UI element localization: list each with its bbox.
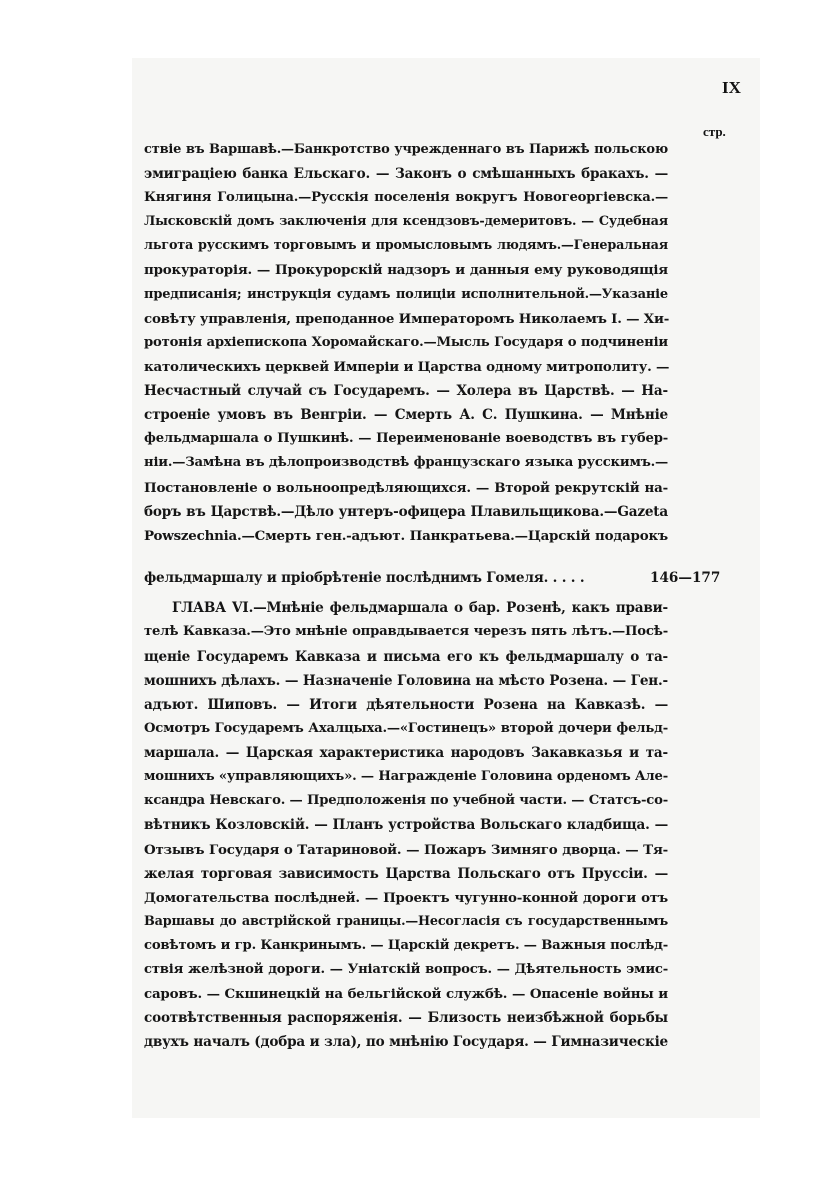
text-line: мошнихъ «управляющихъ». — Награжденіе Головина орденомъ Але- (144, 769, 668, 784)
text-line: предписанія; инструкція судамъ полиціи исполнительной.—Указаніе (144, 287, 668, 302)
text-line: вѣтникъ Козловскій. — Планъ устройства Вольскаго кладбища. — (144, 817, 668, 833)
page-column-label: стр. (703, 124, 726, 139)
text-line: щеніе Государемъ Кавказа и письма его къ фельдмаршалу о та- (144, 649, 668, 665)
text-line: ствіе въ Варшавѣ.—Банкротство учрежденнаго въ Парижѣ польскою (144, 142, 668, 157)
text-line: телѣ Кавказа.—Это мнѣніе оправдывается черезъ пять лѣтъ.—Посѣ- (144, 624, 668, 639)
page-number: IX (722, 78, 741, 97)
text-line: боръ въ Царствѣ.—Дѣло унтеръ-офицера Плавильщикова.—Gazeta (144, 504, 668, 520)
text-line: маршала. — Царская характеристика народовъ Закавказья и та- (144, 745, 668, 761)
text-line: ніи.—Замѣна въ дѣлопроизводствѣ французскаго языка русскимъ.— (144, 455, 668, 470)
text-line: Варшавы до австрійской границы.—Несогласія съ государственнымъ (144, 914, 668, 929)
text-line: желая торговая зависимость Царства Польскаго отъ Пруссіи. — (144, 866, 668, 882)
text-line: ствія желѣзной дороги. — Уніатскій вопросъ. — Дѣятельность эмис- (144, 962, 668, 977)
text-line: Несчастный случай съ Государемъ. — Холера въ Царствѣ. — На- (144, 383, 668, 399)
text-line: Отзывъ Государя о Татариновой. — Пожаръ Зимняго дворца. — Тя- (144, 842, 668, 858)
text-line: прокураторія. — Прокурорскій надзоръ и данныя ему руководящія (144, 262, 668, 278)
text-line: Постановленіе о вольноопредѣляющихся. — Второй рекрутскій на- (144, 480, 668, 496)
text-line: двухъ началъ (добра и зла), по мнѣнію Государя. — Гимназическіе (144, 1034, 668, 1050)
text-line: Лысковскій домъ заключенія для ксендзовъ-демеритовъ. — Судебная (144, 214, 668, 229)
text-line: совѣтомъ и гр. Канкринымъ. — Царскій декретъ. — Важныя послѣд- (144, 938, 668, 953)
text-line: Осмотръ Государемъ Ахалцыха.—«Гостинецъ» второй дочери фельд- (144, 721, 668, 736)
text-line: льгота русскимъ торговымъ и промысловымъ людямъ.—Генеральная (144, 238, 668, 253)
text-line: Powszechnia.—Смерть ген.-адъют. Панкратьева.—Царскій подарокъ (144, 528, 668, 544)
text-line: католическихъ церквей Имперіи и Царства одному митрополиту. — (144, 359, 670, 375)
text-line: Княгиня Голицына.—Русскія поселенія вокругъ Новогеоргіевска.— (144, 190, 668, 205)
text-line: совѣту управленія, преподанное Императоромъ Николаемъ І. — Хи- (144, 311, 670, 327)
text-line: фельдмаршала о Пушкинѣ. — Переименованіе воеводствъ въ губер- (144, 431, 668, 446)
text-line: соотвѣтственныя распоряженія. — Близость неизбѣжной борьбы (144, 1010, 668, 1026)
text-line: адъют. Шиповъ. — Итоги дѣятельности Розена на Кавказѣ. — (144, 697, 668, 713)
text-line: эмиграціею банка Ельскаго. — Законъ о смѣшанныхъ бракахъ. — (144, 166, 668, 182)
chapter-heading-line: ГЛАВА VI.—Мнѣніе фельдмаршала о бар. Розенѣ, какъ прави- (172, 600, 668, 616)
text-line: фельдмаршалу и пріобрѣтеніе послѣднимъ Гомеля. . . . . (144, 570, 585, 586)
text-line: ксандра Невскаго. — Предположенія по учебной части. — Статсъ-со- (144, 793, 668, 808)
text-line: ротонія архіепископа Хоромайскаго.—Мысль Государя о подчиненіи (144, 335, 668, 350)
page-range: 146—177 (650, 570, 721, 586)
text-line: строеніе умовъ въ Венгріи. — Смерть А. С. Пушкина. — Мнѣніе (144, 407, 668, 423)
text-line: мошнихъ дѣлахъ. — Назначеніе Головина на мѣсто Розена. — Ген.- (144, 673, 668, 689)
text-line: Домогательства послѣдней. — Проектъ чугунно-конной дороги отъ (144, 890, 668, 906)
text-line: саровъ. — Скшинецкій на бельгійской службѣ. — Опасеніе войны и (144, 986, 668, 1002)
